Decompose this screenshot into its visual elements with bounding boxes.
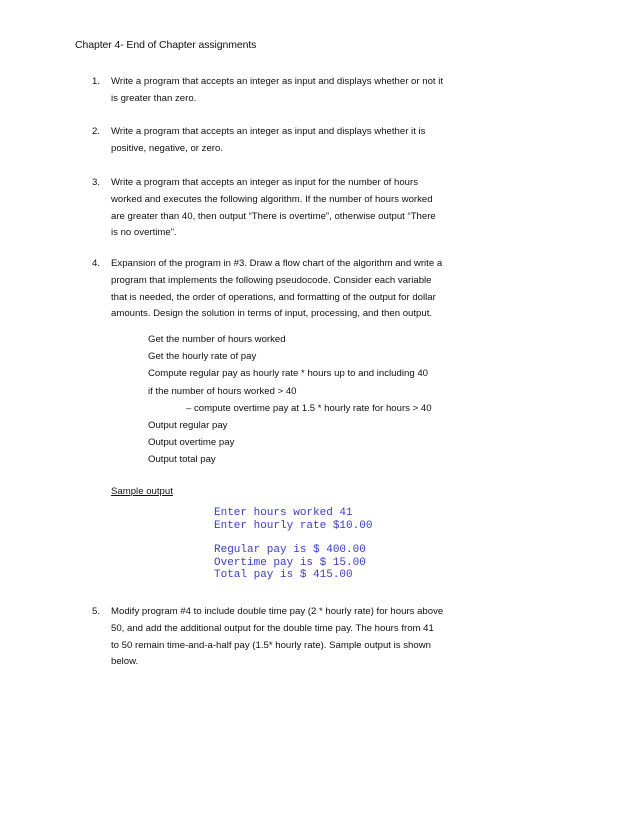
console-line: Enter hourly rate $10.00: [214, 519, 373, 532]
question-1: [92, 74, 492, 108]
pseudocode-line: if the number of hours worked > 40: [148, 385, 297, 397]
question-number: 4.: [92, 258, 101, 269]
pseudocode-line: – compute overtime pay at 1.5 * hourly rate for hours > 40: [186, 402, 432, 414]
question-text: [111, 256, 492, 323]
question-line: amounts. Design the solution in terms of input, processing, and then output.: [111, 308, 433, 320]
question-line: is no overtime”.: [111, 227, 177, 239]
question-number: 1.: [92, 76, 101, 87]
pseudocode-line: Get the hourly rate of pay: [148, 351, 257, 363]
question-line: Expansion of the program in #3. Draw a flow chart of the algorithm and write a: [111, 258, 443, 269]
console-spacer: [214, 532, 372, 544]
console-line: Enter hours worked 41: [214, 507, 353, 519]
pseudocode-line: Get the number of hours worked: [148, 334, 286, 345]
pseudocode-line: Compute regular pay as hourly rate * hours up to and including 40: [148, 368, 428, 380]
question-line: Write a program that accepts an integer as input for the number of hours: [111, 177, 418, 188]
question-line: are greater than 40, then output “There is overtime”, otherwise output “There: [111, 210, 436, 222]
console-line: Regular pay is $ 400.00: [214, 544, 366, 557]
question-text: [111, 124, 492, 158]
console-line: Total pay is $ 415.00: [214, 569, 353, 582]
question-2: [92, 124, 492, 158]
question-line: program that implements the following pseudocode. Consider each variable: [111, 274, 432, 286]
sample-output-label: Sample output: [111, 486, 173, 497]
console-line: Overtime pay is $ 15.00: [214, 556, 366, 569]
question-line: to 50 remain time-and-a-half pay (1.5* hourly rate). Sample output is shown: [111, 639, 431, 651]
question-line: Modify program #4 to include double time pay (2 * hourly rate) for hours above: [111, 606, 444, 617]
sample-output-console: [214, 507, 372, 582]
question-text: [111, 175, 492, 242]
question-line: 50, and add the additional output for the double time pay. The hours from 41: [111, 622, 434, 634]
pseudocode-block: [148, 331, 432, 469]
pseudocode-line: Output total pay: [148, 454, 216, 466]
question-line: positive, negative, or zero.: [111, 142, 223, 154]
question-number: 3.: [92, 177, 101, 188]
pseudocode-line: Output regular pay: [148, 420, 228, 432]
question-line: below.: [111, 656, 139, 668]
pseudocode-line: Output overtime pay: [148, 437, 235, 449]
question-4: [92, 256, 492, 323]
document-title: Chapter 4- End of Chapter assignments: [75, 39, 257, 51]
question-line: Write a program that accepts an integer as input and displays whether it is: [111, 126, 426, 137]
question-3: [92, 175, 492, 242]
question-text: [111, 604, 492, 671]
question-line: worked and executes the following algorithm. If the number of hours worked: [111, 193, 433, 205]
question-line: Write a program that accepts an integer as input and displays whether or not it: [111, 76, 444, 87]
question-number: 5.: [92, 606, 101, 617]
question-number: 2.: [92, 126, 101, 137]
question-line: is greater than zero.: [111, 92, 197, 104]
question-line: that is needed, the order of operations, and formatting of the output for dollar: [111, 291, 436, 303]
question-text: [111, 74, 492, 108]
question-5: [92, 604, 492, 671]
